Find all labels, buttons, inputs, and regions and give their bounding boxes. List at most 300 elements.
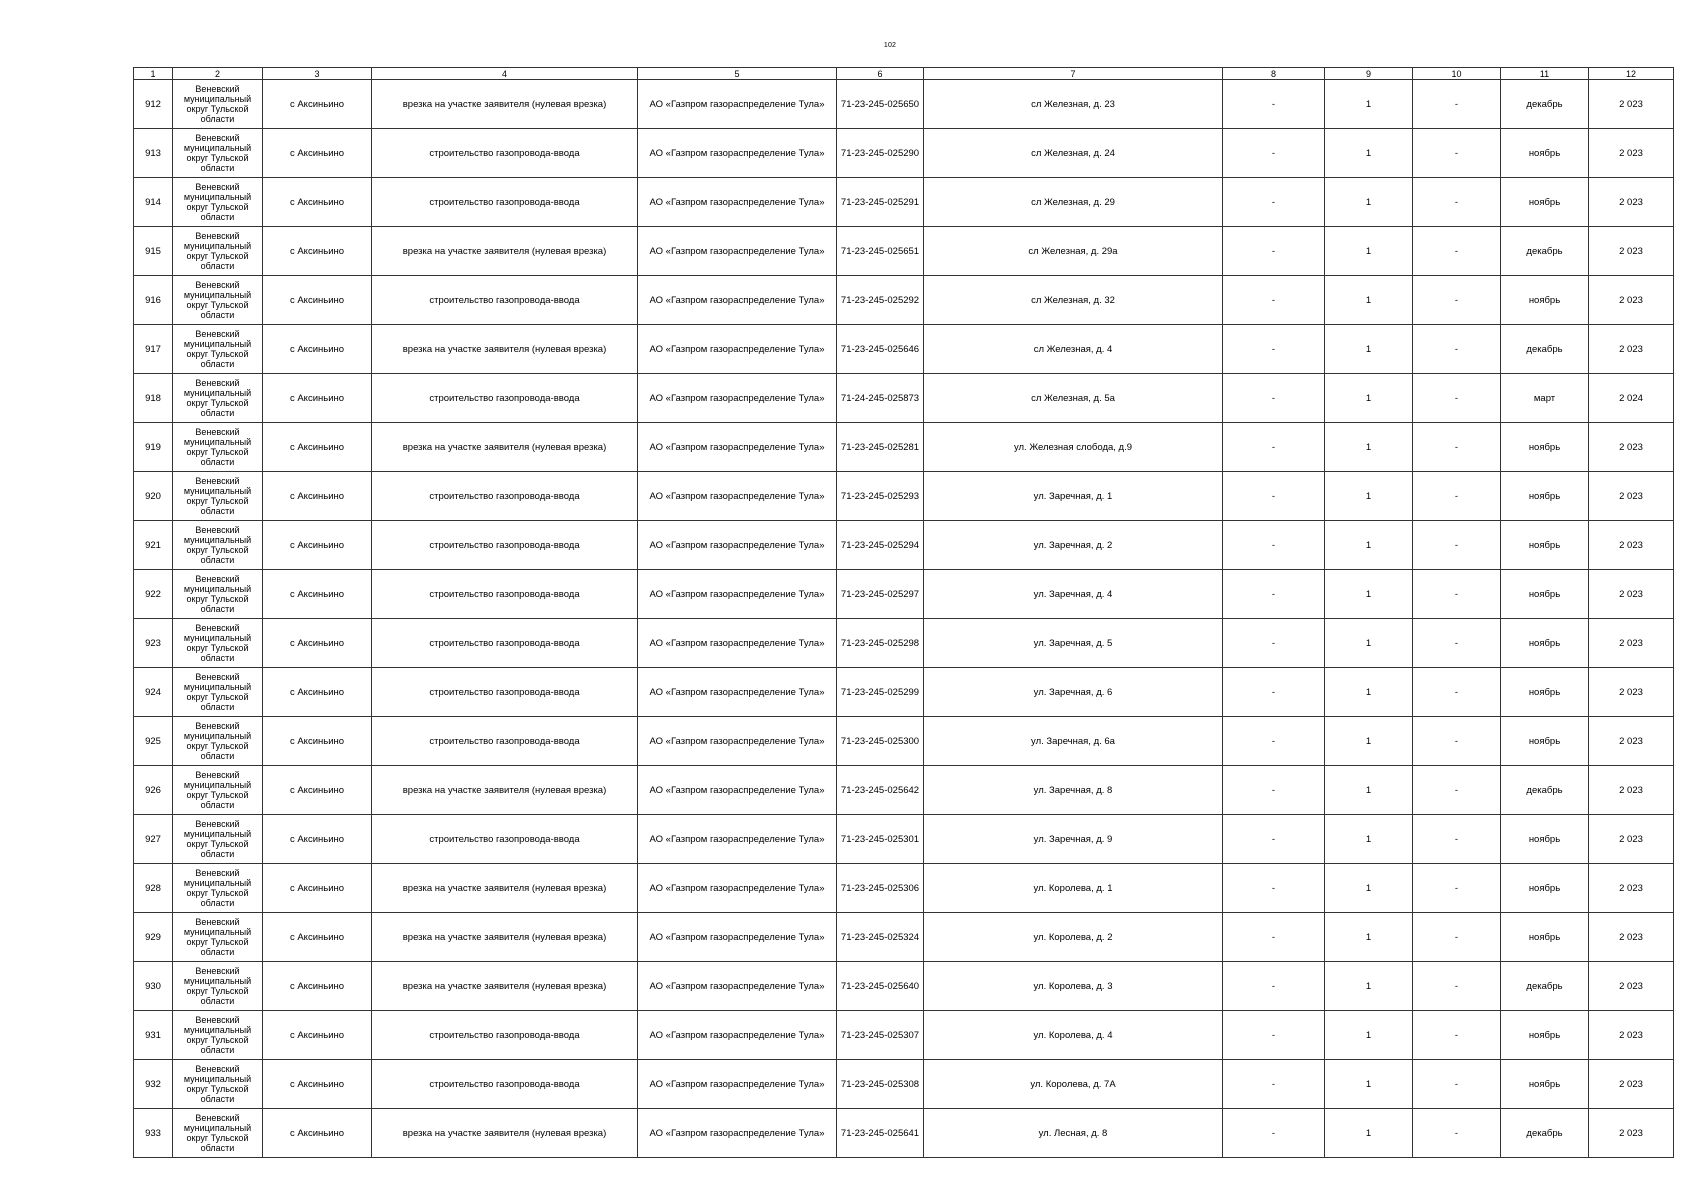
table-row (134, 325, 1674, 374)
district-cell: Веневский муниципальный округ Тульской области (173, 864, 263, 913)
column-8-cell: - (1223, 864, 1325, 913)
row-number-cell: 920 (134, 472, 173, 521)
row-number-cell: 929 (134, 913, 173, 962)
column-8-cell: - (1223, 668, 1325, 717)
column-9-cell: 1 (1325, 864, 1413, 913)
organization-cell: АО «Газпром газораспределение Тула» (638, 766, 837, 815)
column-10-cell: - (1413, 864, 1501, 913)
month-cell: ноябрь (1501, 815, 1589, 864)
column-9-cell: 1 (1325, 913, 1413, 962)
district-cell: Веневский муниципальный округ Тульской области (173, 1060, 263, 1109)
column-10-cell: - (1413, 374, 1501, 423)
column-10-cell: - (1413, 1011, 1501, 1060)
column-9-cell: 1 (1325, 374, 1413, 423)
column-10-cell: - (1413, 276, 1501, 325)
organization-cell: АО «Газпром газораспределение Тула» (638, 1011, 837, 1060)
column-9-cell: 1 (1325, 668, 1413, 717)
table-body (134, 80, 1674, 1158)
column-9-cell: 1 (1325, 325, 1413, 374)
work-type-cell: строительство газопровода-ввода (372, 276, 638, 325)
column-10-cell: - (1413, 423, 1501, 472)
address-cell: сл Железная, д. 29 (924, 178, 1223, 227)
year-cell: 2 023 (1589, 766, 1674, 815)
data-table (133, 67, 1674, 1158)
column-header: 7 (924, 68, 1223, 80)
column-9-cell: 1 (1325, 766, 1413, 815)
table-row (134, 570, 1674, 619)
column-8-cell: - (1223, 570, 1325, 619)
month-cell: ноябрь (1501, 717, 1589, 766)
column-10-cell: - (1413, 521, 1501, 570)
table-row (134, 227, 1674, 276)
organization-cell: АО «Газпром газораспределение Тула» (638, 815, 837, 864)
column-9-cell: 1 (1325, 423, 1413, 472)
district-cell: Веневский муниципальный округ Тульской области (173, 325, 263, 374)
object-code-cell: 71-23-245-025293 (837, 472, 924, 521)
column-9-cell: 1 (1325, 1011, 1413, 1060)
month-cell: декабрь (1501, 766, 1589, 815)
year-cell: 2 024 (1589, 374, 1674, 423)
column-10-cell: - (1413, 472, 1501, 521)
locality-cell: с Аксиньино (263, 962, 372, 1011)
column-header: 1 (134, 68, 173, 80)
address-cell: сл Железная, д. 5а (924, 374, 1223, 423)
column-10-cell: - (1413, 619, 1501, 668)
year-cell: 2 023 (1589, 1109, 1674, 1158)
work-type-cell: врезка на участке заявителя (нулевая врезка) (372, 864, 638, 913)
object-code-cell: 71-23-245-025324 (837, 913, 924, 962)
month-cell: ноябрь (1501, 570, 1589, 619)
month-cell: декабрь (1501, 227, 1589, 276)
month-cell: ноябрь (1501, 1011, 1589, 1060)
address-cell: ул. Заречная, д. 1 (924, 472, 1223, 521)
year-cell: 2 023 (1589, 913, 1674, 962)
column-9-cell: 1 (1325, 717, 1413, 766)
year-cell: 2 023 (1589, 80, 1674, 129)
address-cell: ул. Заречная, д. 8 (924, 766, 1223, 815)
locality-cell: с Аксиньино (263, 276, 372, 325)
month-cell: март (1501, 374, 1589, 423)
district-cell: Веневский муниципальный округ Тульской области (173, 276, 263, 325)
table-row (134, 864, 1674, 913)
object-code-cell: 71-23-245-025307 (837, 1011, 924, 1060)
column-9-cell: 1 (1325, 962, 1413, 1011)
district-cell: Веневский муниципальный округ Тульской области (173, 570, 263, 619)
work-type-cell: строительство газопровода-ввода (372, 1060, 638, 1109)
work-type-cell: врезка на участке заявителя (нулевая врезка) (372, 423, 638, 472)
column-8-cell: - (1223, 1109, 1325, 1158)
column-10-cell: - (1413, 80, 1501, 129)
year-cell: 2 023 (1589, 472, 1674, 521)
table-row (134, 423, 1674, 472)
organization-cell: АО «Газпром газораспределение Тула» (638, 129, 837, 178)
object-code-cell: 71-23-245-025308 (837, 1060, 924, 1109)
column-9-cell: 1 (1325, 1109, 1413, 1158)
year-cell: 2 023 (1589, 129, 1674, 178)
organization-cell: АО «Газпром газораспределение Тула» (638, 717, 837, 766)
district-cell: Веневский муниципальный округ Тульской области (173, 962, 263, 1011)
address-cell: ул. Лесная, д. 8 (924, 1109, 1223, 1158)
organization-cell: АО «Газпром газораспределение Тула» (638, 913, 837, 962)
column-8-cell: - (1223, 1060, 1325, 1109)
table-row (134, 521, 1674, 570)
locality-cell: с Аксиньино (263, 1060, 372, 1109)
column-10-cell: - (1413, 913, 1501, 962)
month-cell: декабрь (1501, 962, 1589, 1011)
column-8-cell: - (1223, 521, 1325, 570)
address-cell: ул. Королева, д. 3 (924, 962, 1223, 1011)
column-10-cell: - (1413, 1060, 1501, 1109)
object-code-cell: 71-23-245-025297 (837, 570, 924, 619)
object-code-cell: 71-23-245-025641 (837, 1109, 924, 1158)
organization-cell: АО «Газпром газораспределение Тула» (638, 1109, 837, 1158)
organization-cell: АО «Газпром газораспределение Тула» (638, 864, 837, 913)
row-number-cell: 913 (134, 129, 173, 178)
table-row (134, 619, 1674, 668)
row-number-cell: 927 (134, 815, 173, 864)
month-cell: ноябрь (1501, 913, 1589, 962)
column-8-cell: - (1223, 1011, 1325, 1060)
table-row (134, 1060, 1674, 1109)
district-cell: Веневский муниципальный округ Тульской области (173, 619, 263, 668)
organization-cell: АО «Газпром газораспределение Тула» (638, 668, 837, 717)
district-cell: Веневский муниципальный округ Тульской области (173, 80, 263, 129)
month-cell: декабрь (1501, 80, 1589, 129)
locality-cell: с Аксиньино (263, 619, 372, 668)
column-8-cell: - (1223, 178, 1325, 227)
locality-cell: с Аксиньино (263, 668, 372, 717)
object-code-cell: 71-23-245-025299 (837, 668, 924, 717)
organization-cell: АО «Газпром газораспределение Тула» (638, 423, 837, 472)
column-header: 12 (1589, 68, 1674, 80)
year-cell: 2 023 (1589, 178, 1674, 227)
district-cell: Веневский муниципальный округ Тульской области (173, 1011, 263, 1060)
work-type-cell: строительство газопровода-ввода (372, 717, 638, 766)
year-cell: 2 023 (1589, 227, 1674, 276)
month-cell: ноябрь (1501, 472, 1589, 521)
address-cell: ул. Заречная, д. 9 (924, 815, 1223, 864)
object-code-cell: 71-23-245-025291 (837, 178, 924, 227)
organization-cell: АО «Газпром газораспределение Тула» (638, 80, 837, 129)
organization-cell: АО «Газпром газораспределение Тула» (638, 521, 837, 570)
year-cell: 2 023 (1589, 423, 1674, 472)
column-10-cell: - (1413, 668, 1501, 717)
column-9-cell: 1 (1325, 472, 1413, 521)
row-number-cell: 918 (134, 374, 173, 423)
object-code-cell: 71-23-245-025301 (837, 815, 924, 864)
column-header: 2 (173, 68, 263, 80)
year-cell: 2 023 (1589, 962, 1674, 1011)
month-cell: ноябрь (1501, 1060, 1589, 1109)
column-8-cell: - (1223, 766, 1325, 815)
month-cell: ноябрь (1501, 178, 1589, 227)
district-cell: Веневский муниципальный округ Тульской области (173, 1109, 263, 1158)
address-cell: ул. Заречная, д. 4 (924, 570, 1223, 619)
locality-cell: с Аксиньино (263, 521, 372, 570)
address-cell: ул. Железная слобода, д.9 (924, 423, 1223, 472)
month-cell: ноябрь (1501, 423, 1589, 472)
object-code-cell: 71-23-245-025281 (837, 423, 924, 472)
address-cell: сл Железная, д. 24 (924, 129, 1223, 178)
object-code-cell: 71-23-245-025640 (837, 962, 924, 1011)
month-cell: ноябрь (1501, 521, 1589, 570)
column-10-cell: - (1413, 1109, 1501, 1158)
month-cell: ноябрь (1501, 668, 1589, 717)
locality-cell: с Аксиньино (263, 374, 372, 423)
organization-cell: АО «Газпром газораспределение Тула» (638, 178, 837, 227)
district-cell: Веневский муниципальный округ Тульской области (173, 913, 263, 962)
year-cell: 2 023 (1589, 276, 1674, 325)
row-number-cell: 928 (134, 864, 173, 913)
row-number-cell: 914 (134, 178, 173, 227)
column-8-cell: - (1223, 227, 1325, 276)
locality-cell: с Аксиньино (263, 178, 372, 227)
object-code-cell: 71-23-245-025642 (837, 766, 924, 815)
row-number-cell: 924 (134, 668, 173, 717)
locality-cell: с Аксиньино (263, 766, 372, 815)
row-number-cell: 930 (134, 962, 173, 1011)
organization-cell: АО «Газпром газораспределение Тула» (638, 472, 837, 521)
work-type-cell: врезка на участке заявителя (нулевая врезка) (372, 325, 638, 374)
column-10-cell: - (1413, 178, 1501, 227)
column-8-cell: - (1223, 962, 1325, 1011)
column-10-cell: - (1413, 766, 1501, 815)
row-number-cell: 919 (134, 423, 173, 472)
column-10-cell: - (1413, 570, 1501, 619)
column-9-cell: 1 (1325, 1060, 1413, 1109)
address-cell: ул. Королева, д. 4 (924, 1011, 1223, 1060)
district-cell: Веневский муниципальный округ Тульской области (173, 178, 263, 227)
address-cell: ул. Заречная, д. 5 (924, 619, 1223, 668)
column-8-cell: - (1223, 80, 1325, 129)
locality-cell: с Аксиньино (263, 129, 372, 178)
year-cell: 2 023 (1589, 864, 1674, 913)
organization-cell: АО «Газпром газораспределение Тула» (638, 619, 837, 668)
year-cell: 2 023 (1589, 815, 1674, 864)
column-10-cell: - (1413, 717, 1501, 766)
address-cell: ул. Королева, д. 2 (924, 913, 1223, 962)
locality-cell: с Аксиньино (263, 913, 372, 962)
address-cell: ул. Заречная, д. 2 (924, 521, 1223, 570)
object-code-cell: 71-23-245-025306 (837, 864, 924, 913)
column-9-cell: 1 (1325, 521, 1413, 570)
work-type-cell: врезка на участке заявителя (нулевая врезка) (372, 227, 638, 276)
organization-cell: АО «Газпром газораспределение Тула» (638, 276, 837, 325)
work-type-cell: строительство газопровода-ввода (372, 668, 638, 717)
locality-cell: с Аксиньино (263, 227, 372, 276)
district-cell: Веневский муниципальный округ Тульской области (173, 668, 263, 717)
locality-cell: с Аксиньино (263, 864, 372, 913)
object-code-cell: 71-23-245-025290 (837, 129, 924, 178)
column-number-row (134, 68, 1674, 80)
year-cell: 2 023 (1589, 717, 1674, 766)
table-row (134, 1011, 1674, 1060)
organization-cell: АО «Газпром газораспределение Тула» (638, 325, 837, 374)
column-8-cell: - (1223, 619, 1325, 668)
object-code-cell: 71-23-245-025294 (837, 521, 924, 570)
column-10-cell: - (1413, 815, 1501, 864)
organization-cell: АО «Газпром газораспределение Тула» (638, 1060, 837, 1109)
address-cell: сл Железная, д. 32 (924, 276, 1223, 325)
district-cell: Веневский муниципальный округ Тульской области (173, 472, 263, 521)
column-8-cell: - (1223, 276, 1325, 325)
row-number-cell: 915 (134, 227, 173, 276)
column-8-cell: - (1223, 374, 1325, 423)
work-type-cell: строительство газопровода-ввода (372, 570, 638, 619)
column-9-cell: 1 (1325, 178, 1413, 227)
column-header: 3 (263, 68, 372, 80)
row-number-cell: 933 (134, 1109, 173, 1158)
work-type-cell: строительство газопровода-ввода (372, 815, 638, 864)
year-cell: 2 023 (1589, 1060, 1674, 1109)
locality-cell: с Аксиньино (263, 570, 372, 619)
district-cell: Веневский муниципальный округ Тульской области (173, 815, 263, 864)
month-cell: декабрь (1501, 1109, 1589, 1158)
locality-cell: с Аксиньино (263, 423, 372, 472)
column-10-cell: - (1413, 129, 1501, 178)
locality-cell: с Аксиньино (263, 717, 372, 766)
table-row (134, 962, 1674, 1011)
locality-cell: с Аксиньино (263, 472, 372, 521)
year-cell: 2 023 (1589, 619, 1674, 668)
district-cell: Веневский муниципальный округ Тульской области (173, 129, 263, 178)
row-number-cell: 921 (134, 521, 173, 570)
work-type-cell: строительство газопровода-ввода (372, 472, 638, 521)
column-9-cell: 1 (1325, 80, 1413, 129)
year-cell: 2 023 (1589, 570, 1674, 619)
object-code-cell: 71-23-245-025650 (837, 80, 924, 129)
address-cell: сл Железная, д. 4 (924, 325, 1223, 374)
column-8-cell: - (1223, 717, 1325, 766)
address-cell: ул. Заречная, д. 6а (924, 717, 1223, 766)
column-9-cell: 1 (1325, 570, 1413, 619)
locality-cell: с Аксиньино (263, 1011, 372, 1060)
locality-cell: с Аксиньино (263, 325, 372, 374)
row-number-cell: 925 (134, 717, 173, 766)
work-type-cell: врезка на участке заявителя (нулевая врезка) (372, 80, 638, 129)
work-type-cell: врезка на участке заявителя (нулевая врезка) (372, 1109, 638, 1158)
object-code-cell: 71-23-245-025300 (837, 717, 924, 766)
table-row (134, 129, 1674, 178)
year-cell: 2 023 (1589, 325, 1674, 374)
district-cell: Веневский муниципальный округ Тульской области (173, 227, 263, 276)
month-cell: ноябрь (1501, 619, 1589, 668)
column-10-cell: - (1413, 325, 1501, 374)
column-10-cell: - (1413, 962, 1501, 1011)
row-number-cell: 922 (134, 570, 173, 619)
object-code-cell: 71-23-245-025646 (837, 325, 924, 374)
organization-cell: АО «Газпром газораспределение Тула» (638, 570, 837, 619)
organization-cell: АО «Газпром газораспределение Тула» (638, 374, 837, 423)
object-code-cell: 71-23-245-025651 (837, 227, 924, 276)
row-number-cell: 932 (134, 1060, 173, 1109)
work-type-cell: строительство газопровода-ввода (372, 619, 638, 668)
table-row (134, 276, 1674, 325)
column-9-cell: 1 (1325, 227, 1413, 276)
address-cell: ул. Королева, д. 1 (924, 864, 1223, 913)
column-header: 10 (1413, 68, 1501, 80)
column-header: 11 (1501, 68, 1589, 80)
table-row (134, 717, 1674, 766)
district-cell: Веневский муниципальный округ Тульской области (173, 374, 263, 423)
address-cell: сл Железная, д. 23 (924, 80, 1223, 129)
month-cell: ноябрь (1501, 276, 1589, 325)
column-8-cell: - (1223, 129, 1325, 178)
table-row (134, 80, 1674, 129)
address-cell: ул. Королева, д. 7А (924, 1060, 1223, 1109)
address-cell: сл Железная, д. 29а (924, 227, 1223, 276)
table-row (134, 913, 1674, 962)
district-cell: Веневский муниципальный округ Тульской области (173, 766, 263, 815)
row-number-cell: 912 (134, 80, 173, 129)
table-row (134, 178, 1674, 227)
column-8-cell: - (1223, 913, 1325, 962)
district-cell: Веневский муниципальный округ Тульской области (173, 717, 263, 766)
row-number-cell: 916 (134, 276, 173, 325)
organization-cell: АО «Газпром газораспределение Тула» (638, 962, 837, 1011)
table-row (134, 1109, 1674, 1158)
column-header: 5 (638, 68, 837, 80)
month-cell: декабрь (1501, 325, 1589, 374)
work-type-cell: строительство газопровода-ввода (372, 374, 638, 423)
column-9-cell: 1 (1325, 619, 1413, 668)
work-type-cell: строительство газопровода-ввода (372, 178, 638, 227)
locality-cell: с Аксиньино (263, 815, 372, 864)
column-header: 8 (1223, 68, 1325, 80)
column-9-cell: 1 (1325, 276, 1413, 325)
year-cell: 2 023 (1589, 1011, 1674, 1060)
month-cell: ноябрь (1501, 129, 1589, 178)
work-type-cell: строительство газопровода-ввода (372, 521, 638, 570)
year-cell: 2 023 (1589, 521, 1674, 570)
object-code-cell: 71-23-245-025292 (837, 276, 924, 325)
district-cell: Веневский муниципальный округ Тульской области (173, 521, 263, 570)
work-type-cell: строительство газопровода-ввода (372, 1011, 638, 1060)
address-cell: ул. Заречная, д. 6 (924, 668, 1223, 717)
table-row (134, 766, 1674, 815)
table-row (134, 472, 1674, 521)
locality-cell: с Аксиньино (263, 80, 372, 129)
table-row (134, 374, 1674, 423)
column-10-cell: - (1413, 227, 1501, 276)
row-number-cell: 931 (134, 1011, 173, 1060)
organization-cell: АО «Газпром газораспределение Тула» (638, 227, 837, 276)
page-number: 102 (883, 42, 897, 49)
column-9-cell: 1 (1325, 815, 1413, 864)
work-type-cell: врезка на участке заявителя (нулевая врезка) (372, 766, 638, 815)
object-code-cell: 71-24-245-025873 (837, 374, 924, 423)
column-8-cell: - (1223, 325, 1325, 374)
column-header: 9 (1325, 68, 1413, 80)
work-type-cell: врезка на участке заявителя (нулевая врезка) (372, 962, 638, 1011)
column-header: 6 (837, 68, 924, 80)
column-8-cell: - (1223, 472, 1325, 521)
column-8-cell: - (1223, 423, 1325, 472)
column-9-cell: 1 (1325, 129, 1413, 178)
column-8-cell: - (1223, 815, 1325, 864)
work-type-cell: строительство газопровода-ввода (372, 129, 638, 178)
work-type-cell: врезка на участке заявителя (нулевая врезка) (372, 913, 638, 962)
table-row (134, 815, 1674, 864)
row-number-cell: 917 (134, 325, 173, 374)
month-cell: ноябрь (1501, 864, 1589, 913)
row-number-cell: 923 (134, 619, 173, 668)
locality-cell: с Аксиньино (263, 1109, 372, 1158)
row-number-cell: 926 (134, 766, 173, 815)
table-row (134, 668, 1674, 717)
object-code-cell: 71-23-245-025298 (837, 619, 924, 668)
year-cell: 2 023 (1589, 668, 1674, 717)
